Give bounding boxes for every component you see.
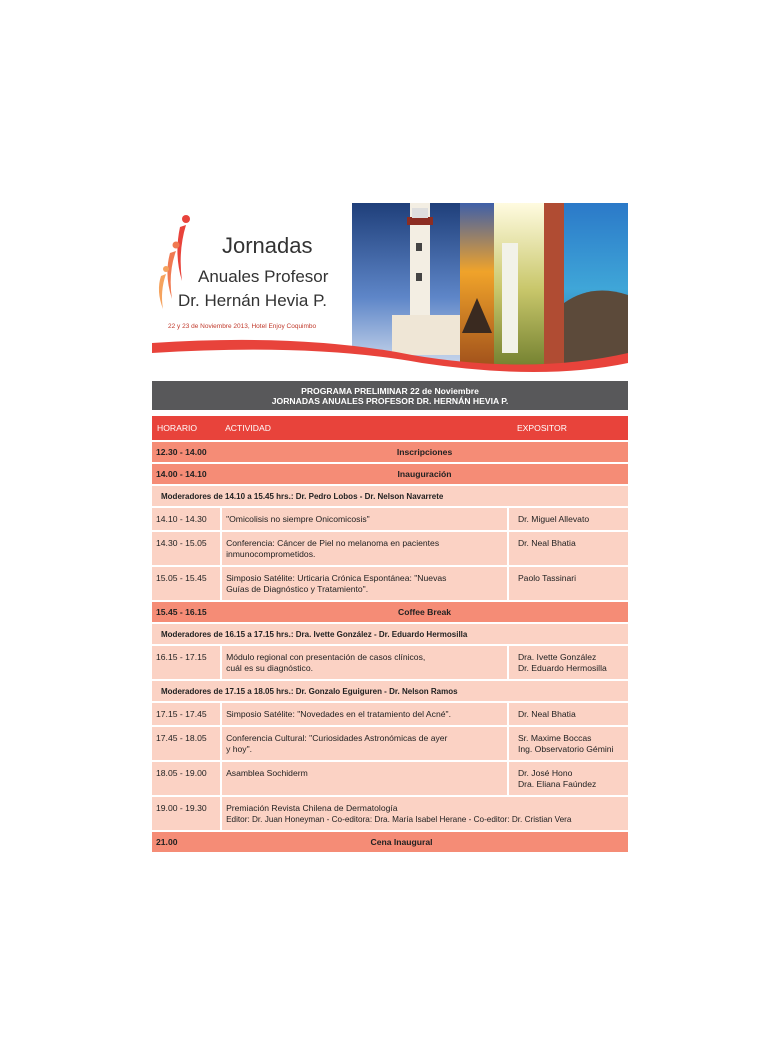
row-time: 12.30 - 14.00 [152, 441, 221, 463]
schedule-row [152, 507, 628, 531]
row-activity-line2: inmunocomprometidos. [226, 549, 316, 559]
program-header-line1: PROGRAMA PRELIMINAR 22 de Noviembre [301, 386, 479, 396]
schedule-row [152, 566, 628, 601]
row-speaker-line2: Ing. Observatorio Gémini [517, 744, 614, 754]
row-time: 14.10 - 14.30 [152, 507, 221, 531]
row-activity-line1: Conferencia: Cáncer de Piel no melanoma en pacientes [226, 538, 440, 548]
column-expositor: EXPOSITOR [508, 416, 628, 441]
row-label: Inscripciones [221, 441, 628, 463]
column-actividad: ACTIVIDAD [221, 416, 508, 441]
row-speaker [508, 761, 628, 796]
moderators-row [152, 485, 628, 507]
row-activity [221, 531, 508, 566]
row-activity [221, 645, 508, 680]
row-speaker-line2: Dra. Eliana Faúndez [517, 779, 597, 789]
schedule-row [152, 761, 628, 796]
schedule-row [152, 645, 628, 680]
row-activity-line2: cuál es su diagnóstico. [226, 663, 314, 673]
row-speaker-line2: Dr. Eduardo Hermosilla [517, 663, 607, 673]
event-title-line2: Anuales Profesor [198, 267, 329, 286]
row-time: 14.00 - 14.10 [152, 463, 221, 485]
row-activity-line2: y hoy". [226, 744, 253, 754]
row-label: Inauguración [221, 463, 628, 485]
row-activity-line2: Guías de Diagnóstico y Tratamiento". [226, 584, 369, 594]
schedule-band-row [152, 463, 628, 485]
schedule-row [152, 531, 628, 566]
moderators-row [152, 623, 628, 645]
banner-wave-decoration [152, 203, 628, 375]
row-activity: Simposio Satélite: "Novedades en el tratamiento del Acné". [221, 702, 508, 726]
row-speaker-line1: Dr. José Hono [517, 768, 573, 778]
row-label: Coffee Break [221, 601, 628, 623]
row-activity: "Omicolisis no siempre Onicomicosis" [221, 507, 508, 531]
row-time: 16.15 - 17.15 [152, 645, 221, 680]
program-document [152, 203, 628, 854]
row-label: Cena Inaugural [221, 831, 628, 853]
row-activity: Asamblea Sochiderm [221, 761, 508, 796]
schedule-table [152, 416, 628, 854]
row-speaker: Paolo Tassinari [508, 566, 628, 601]
schedule-band-row [152, 831, 628, 853]
event-title-line1: Jornadas [222, 233, 313, 258]
moderators-text: Moderadores de 14.10 a 15.45 hrs.: Dr. Pedro Lobos - Dr. Nelson Navarrete [152, 485, 628, 507]
row-speaker: Dr. Neal Bhatia [508, 702, 628, 726]
schedule-row [152, 702, 628, 726]
row-activity-line1: Premiación Revista Chilena de Dermatología [226, 803, 398, 813]
row-activity-line1: Simposio Satélite: Urticaria Crónica Espontánea: "Nuevas [226, 573, 447, 583]
schedule-band-row [152, 441, 628, 463]
row-speaker [508, 645, 628, 680]
row-time: 15.45 - 16.15 [152, 601, 221, 623]
row-activity-line2: Editor: Dr. Juan Honeyman - Co-editora: Dra. María Isabel Herane - Co-editor: Dr. Cristian Vera [226, 815, 572, 824]
event-title-line3: Dr. Hernán Hevia P. [178, 291, 327, 310]
row-time: 15.05 - 15.45 [152, 566, 221, 601]
row-time: 18.05 - 19.00 [152, 761, 221, 796]
program-header-line2: JORNADAS ANUALES PROFESOR DR. HERNÁN HEVIA P. [271, 396, 509, 406]
row-time: 14.30 - 15.05 [152, 531, 221, 566]
row-time: 19.00 - 19.30 [152, 796, 221, 831]
row-time: 17.45 - 18.05 [152, 726, 221, 761]
program-header [152, 381, 628, 410]
moderators-text: Moderadores de 17.15 a 18.05 hrs.: Dr. Gonzalo Eguiguren - Dr. Nelson Ramos [152, 680, 628, 702]
moderators-row [152, 680, 628, 702]
row-activity [221, 566, 508, 601]
event-banner [152, 203, 628, 375]
row-activity-line1: Conferencia Cultural: "Curiosidades Astronómicas de ayer [226, 733, 448, 743]
row-speaker-line1: Sr. Maxime Boccas [517, 733, 592, 743]
column-horario: HORARIO [152, 416, 221, 441]
row-activity [221, 796, 628, 831]
schedule-band-row [152, 601, 628, 623]
schedule-row [152, 796, 628, 831]
row-speaker [508, 726, 628, 761]
schedule-header-row [152, 416, 628, 441]
row-speaker-line1: Dra. Ivette González [517, 652, 597, 662]
row-activity-line1: Módulo regional con presentación de casos clínicos, [226, 652, 426, 662]
row-time: 21.00 [152, 831, 221, 853]
moderators-text: Moderadores de 16.15 a 17.15 hrs.: Dra. Ivette González - Dr. Eduardo Hermosilla [152, 623, 628, 645]
schedule-row [152, 726, 628, 761]
row-time: 17.15 - 17.45 [152, 702, 221, 726]
row-activity [221, 726, 508, 761]
row-speaker: Dr. Miguel Allevato [508, 507, 628, 531]
event-date-location: 22 y 23 de Noviembre 2013, Hotel Enjoy Coquimbo [168, 323, 317, 330]
row-speaker: Dr. Neal Bhatia [508, 531, 628, 566]
